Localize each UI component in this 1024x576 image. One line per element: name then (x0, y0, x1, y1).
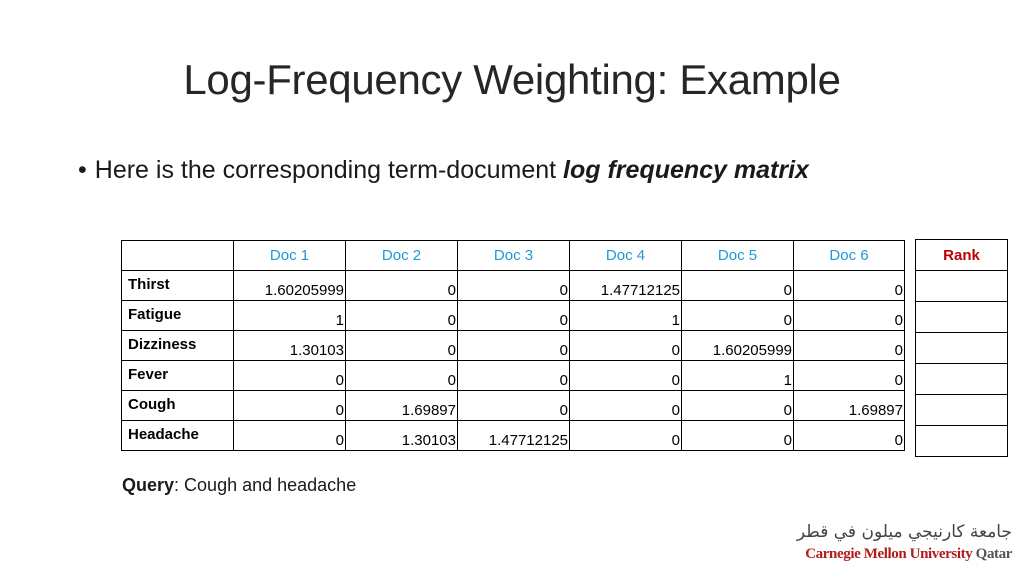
table-cell: 0 (458, 361, 570, 391)
row-term: Fever (122, 361, 234, 391)
table-cell: 0 (234, 391, 346, 421)
rank-cell (916, 364, 1008, 395)
table-row (122, 391, 905, 421)
table-cell: 0 (682, 391, 794, 421)
table-row (122, 331, 905, 361)
table-row (122, 421, 905, 451)
rank-cell (916, 395, 1008, 426)
table-row (122, 271, 905, 301)
table-cell: 0 (682, 421, 794, 451)
table-cell: 0 (346, 331, 458, 361)
row-term: Dizziness (122, 331, 234, 361)
column-header-doc-6: Doc 6 (794, 241, 905, 271)
table-cell: 0 (346, 301, 458, 331)
table-cell: 0 (794, 421, 905, 451)
table-cell: 0 (794, 331, 905, 361)
table-cell: 0 (346, 361, 458, 391)
rank-row (916, 364, 1008, 395)
table-cell: 0 (570, 331, 682, 361)
query-line (122, 475, 356, 496)
table-cell: 0 (682, 271, 794, 301)
table-cell: 0 (458, 331, 570, 361)
rank-cell (916, 426, 1008, 457)
table-cell: 1 (570, 301, 682, 331)
rank-header-row (916, 240, 1008, 271)
table-cell: 1 (234, 301, 346, 331)
table-cell: 1.60205999 (682, 331, 794, 361)
table-cell: 1.69897 (346, 391, 458, 421)
table-row (122, 301, 905, 331)
table-cell: 0 (458, 391, 570, 421)
logo-qatar: Qatar (972, 546, 1012, 562)
query-separator: : (174, 475, 185, 495)
table-cell: 1.30103 (234, 331, 346, 361)
table-cell: 0 (570, 391, 682, 421)
row-term: Cough (122, 391, 234, 421)
table-cell: 1.30103 (346, 421, 458, 451)
logo-arabic-text: جامعة كارنيجي ميلون في قطر (796, 522, 1012, 542)
table-cell: 1.47712125 (458, 421, 570, 451)
table-cell: 0 (458, 301, 570, 331)
query-text: Cough and headache (184, 475, 357, 495)
rank-cell (916, 333, 1008, 364)
slide-title: Log-Frequency Weighting: Example (183, 56, 841, 103)
bullet-marker: • (78, 156, 87, 184)
table-cell: 0 (346, 271, 458, 301)
row-term: Thirst (122, 271, 234, 301)
rank-row (916, 271, 1008, 302)
table-cell: 1.69897 (794, 391, 905, 421)
table-cell: 0 (570, 361, 682, 391)
column-header-doc-1: Doc 1 (234, 241, 346, 271)
matrix-header-row (122, 241, 905, 271)
cmu-qatar-logo (796, 522, 1012, 568)
column-header-doc-3: Doc 3 (458, 241, 570, 271)
rank-cell (916, 271, 1008, 302)
column-header-doc-4: Doc 4 (570, 241, 682, 271)
table-row (122, 361, 905, 391)
column-header-doc-2: Doc 2 (346, 241, 458, 271)
table-cell: 1 (682, 361, 794, 391)
rank-table (915, 239, 1008, 457)
table-cell: 0 (234, 421, 346, 451)
bullet-emphasis: log frequency matrix (563, 156, 809, 184)
table-cell: 0 (570, 421, 682, 451)
row-term: Headache (122, 421, 234, 451)
rank-header: Rank (916, 240, 1008, 271)
matrix-corner-cell (122, 241, 234, 271)
table-cell: 0 (794, 301, 905, 331)
rank-row (916, 302, 1008, 333)
table-cell: 0 (794, 271, 905, 301)
bullet-text: Here is the corresponding term-document (94, 156, 564, 184)
column-header-doc-5: Doc 5 (682, 241, 794, 271)
term-document-matrix (121, 240, 905, 451)
table-cell: 0 (234, 361, 346, 391)
row-term: Fatigue (122, 301, 234, 331)
rank-row (916, 333, 1008, 364)
table-cell: 0 (458, 271, 570, 301)
rank-row (916, 395, 1008, 426)
rank-row (916, 426, 1008, 457)
table-cell: 1.47712125 (570, 271, 682, 301)
logo-english-text (805, 546, 1012, 563)
query-label: Query (122, 475, 175, 495)
logo-university-name: Carnegie Mellon University (805, 546, 973, 562)
rank-cell (916, 302, 1008, 333)
table-cell: 0 (794, 361, 905, 391)
table-cell: 0 (682, 301, 794, 331)
bullet-point (78, 156, 809, 185)
table-cell: 1.60205999 (234, 271, 346, 301)
